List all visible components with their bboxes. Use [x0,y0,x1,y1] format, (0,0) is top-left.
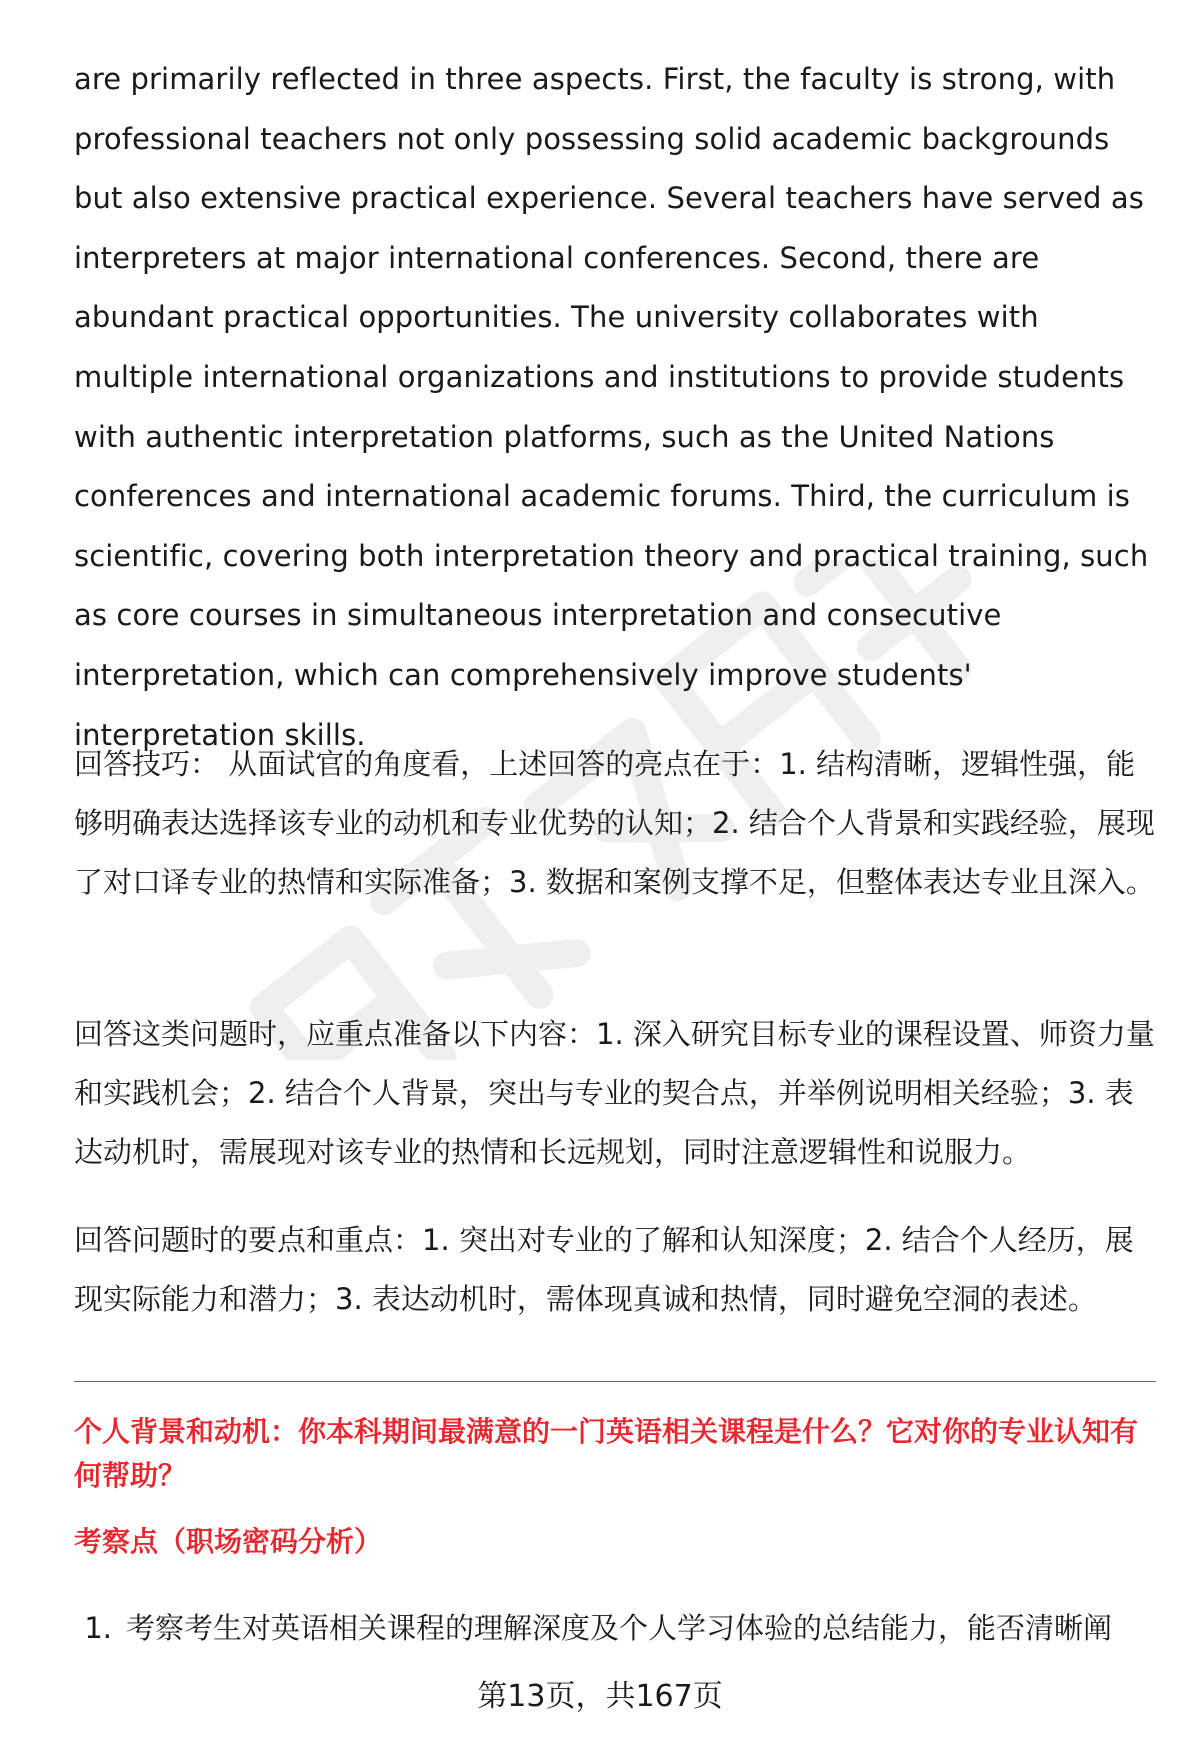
list-item-text: 考察考生对英语相关课程的理解深度及个人学习体验的总结能力，能否清晰阐 [126,1611,1113,1645]
section-label: 考察点（职场密码分析） [74,1525,383,1558]
list-item [74,1598,1164,1658]
key-points-paragraph: 回答问题时的要点和重点：1. 突出对专业的了解和认知深度；2. 结合个人经历，展现实际能力和潜力；3. 表达动机时，需体现真诚和热情，同时避免空洞的表述。 [74,1223,1134,1316]
english-answer-paragraph: are primarily reflected in three aspects. First, the faculty is strong, with professional teachers not only possessing solid academic backgrounds but also extensive practical experience. Several teachers have served as interpreters at major international conferences. Second, there are abundant practical opportunities. The university collaborates with multiple international organizations and institutions to provide students with authentic interpretation platforms, such as the United Nations conferences and international academic forums. Third, the curriculum is scientific, covering both interpretation theory and practical training, such as core courses in simultaneous interpretation and consecutive interpretation, which can comprehensively improve students' interpretation skills. [74,62,1149,752]
answer-tips-paragraph: 回答技巧： 从面试官的角度看，上述回答的亮点在于：1. 结构清晰，逻辑性强，能够明确表达选择该专业的动机和专业优势的认知；2. 结合个人背景和实践经验，展现了对口译专业的热情和实际准备；3. 数据和案例支撑不足，但整体表达专业且深入。 [74,747,1155,899]
list-item-number: 1. [84,1611,112,1645]
page-indicator: 第13页，共167页 [477,1679,723,1714]
section-divider [74,1381,1156,1382]
question-heading: 个人背景和动机：你本科期间最满意的一门英语相关课程是什么？它对你的专业认知有何帮助？ [74,1415,1139,1492]
preparation-paragraph: 回答这类问题时，应重点准备以下内容：1. 深入研究目标专业的课程设置、师资力量和实践机会；2. 结合个人背景，突出与专业的契合点，并举例说明相关经验；3. 表达动机时，需展现对该专业的热情和长远规划，同时注意逻辑性和说服力。 [74,1017,1155,1169]
